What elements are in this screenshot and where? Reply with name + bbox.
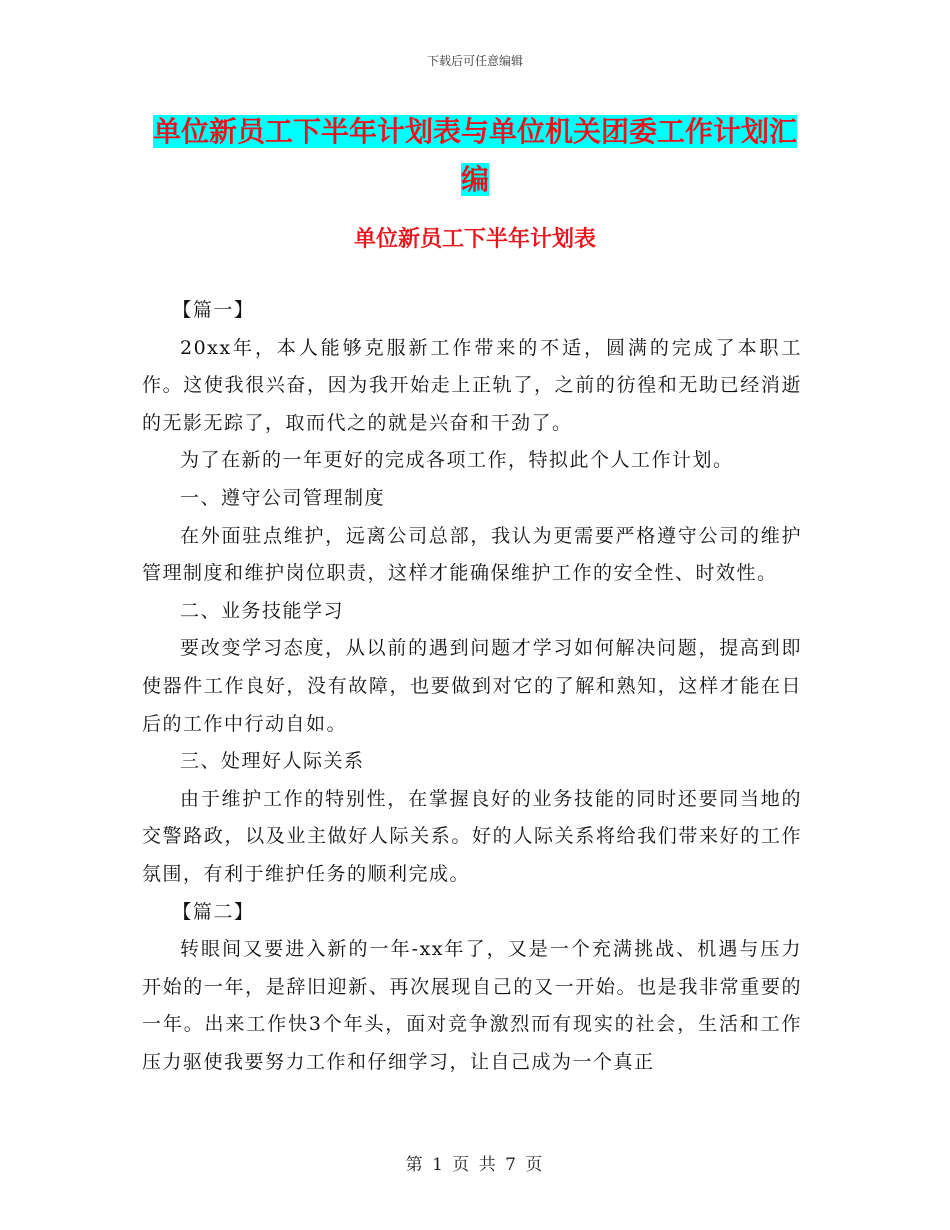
section-title: 单位新员工下半年计划表 — [353, 227, 596, 252]
paragraph: 在外面驻点维护，远离公司总部，我认为更需要严格遵守公司的维护管理制度和维护岗位职责，这样才能确保维护工作的安全性、时效性。 — [142, 524, 802, 585]
subheading-2: 二、业务技能学习 — [180, 599, 345, 622]
part-marker-1: 【篇一】 — [172, 299, 255, 321]
page-footer: 第 1 页 共 7 页 — [405, 1155, 545, 1175]
paragraph: 由于维护工作的特别性，在掌握良好的业务技能的同时还要同当地的交警路政，以及业主做好人际关系。好的人际关系将给我们带来好的工作氛围，有利于维护任务的顺利完成。 — [142, 787, 802, 885]
paragraph: 20xx年，本人能够克服新工作带来的不适，圆满的完成了本职工作。这使我很兴奋，因为我开始走上正轨了，之前的彷徨和无助已经消逝的无影无踪了，取而代之的就是兴奋和干劲了。 — [142, 336, 802, 434]
subheading-3: 三、处理好人际关系 — [180, 750, 365, 773]
part-marker-2: 【篇二】 — [172, 900, 255, 923]
document-title-line-1: 单位新员工下半年计划表与单位机关团委工作计划汇 — [152, 115, 797, 148]
paragraph: 转眼间又要进入新的一年-xx年了，又是一个充满挑战、机遇与压力开始的一年，是辞旧迎新、再次展现自己的又一开始。也是我非常重要的一年。出来工作快3个年头，面对竞争激烈而有现实的社会，生活和工作压力驱使我要努力工作和仔细学习，让自己成为一个真正 — [142, 938, 802, 1073]
paragraph: 要改变学习态度，从以前的遇到问题才学习如何解决问题，提高到即使器件工作良好，没有故障，也要做到对它的了解和熟知，这样才能在日后的工作中行动自如。 — [142, 637, 802, 735]
paragraph: 为了在新的一年更好的完成各项工作，特拟此个人工作计划。 — [180, 449, 734, 472]
subheading-1: 一、遵守公司管理制度 — [180, 486, 386, 509]
page-header: 下载后可任意编辑 — [426, 54, 523, 68]
document-body — [142, 292, 802, 1081]
document-title-line-2: 编 — [460, 163, 489, 196]
document-title — [140, 108, 810, 204]
